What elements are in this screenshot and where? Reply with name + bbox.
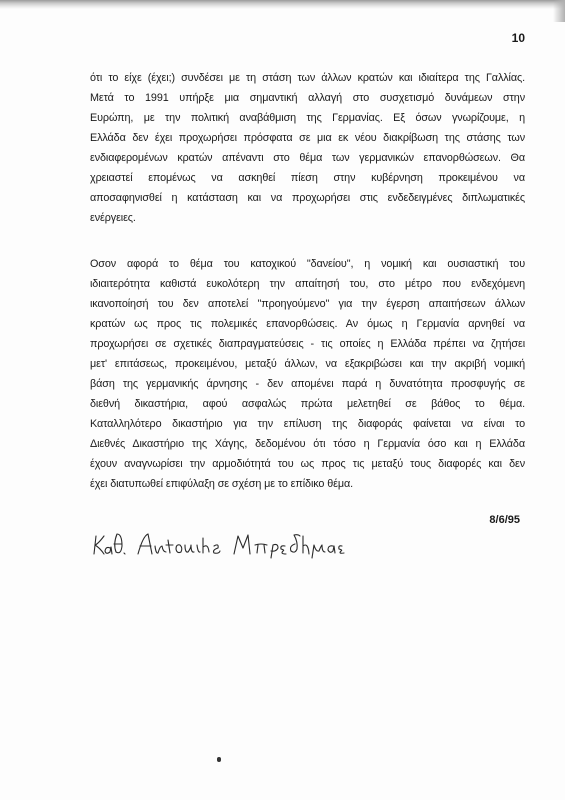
text-line: κρατών ως προς τις πολεμικές επανορθώσεις. Αν όμως η Γερμανία αρνηθεί να: [90, 318, 525, 330]
text-line: Μετά το 1991 υπήρξε μια σημαντική αλλαγή στο συσχετισμό δυνάμεων στην: [90, 92, 525, 104]
document-date: 8/6/95: [489, 514, 520, 526]
text-line: ικανοποίησή του δεν αποτελεί "προηγούμενο" για την έγερση απαιτήσεων άλλων: [90, 298, 525, 310]
handwritten-signature: [90, 524, 350, 564]
text-line: διεθνή δικαστήρια, αφού ασφαλώς πρώτα μελετηθεί σε βάθος το θέμα.: [90, 398, 525, 410]
text-line: Καταλληλότερο δικαστήριο για την επίλυση της διαφοράς φαίνεται να είναι το: [90, 418, 525, 430]
text-line: ενέργειες.: [90, 212, 136, 224]
text-line: βάση της γερμανικής άρνησης - δεν απομένει παρά η δυνατότητα προσφυγής σε: [90, 378, 525, 390]
text-line: έχει διατυπωθεί επιφύλαξη σε σχέση με το επίδικο θέμα.: [90, 478, 353, 490]
paragraph-2: [90, 254, 525, 494]
signature-image: [90, 524, 350, 564]
text-line: ιδιαιτερότητα καθιστά ευκολότερη την απαίτησή του, στο μέτρο που ενδεχόμενη: [90, 278, 525, 290]
text-line: Διεθνές Δικαστήριο της Χάγης, δεδομένου ότι τόσο η Γερμανία όσο και η Ελλάδα: [90, 438, 525, 450]
text-line: Ευρώπη, με την πολιτική αναβάθμιση της Γερμανίας. Εξ όσων γνωρίζουμε, η: [90, 112, 525, 124]
scan-top-edge: [0, 0, 565, 9]
text-line: ότι το είχε (έχει;) συνδέσει με τη στάση των άλλων κρατών και ιδιαίτερα της Γαλλίας.: [90, 72, 525, 84]
page-number: 10: [511, 31, 525, 45]
text-line: αποσαφηνισθεί η κατάσταση και να προχωρήσει στις ενδεδειγμένες διπλωματικές: [90, 192, 525, 204]
text-line: έχουν αναγνωρίσει την αρμοδιότητά του ως προς τις μεταξύ τους διαφορές και δεν: [90, 458, 525, 470]
scan-speck: [217, 757, 221, 762]
text-line: Οσον αφορά το θέμα του κατοχικού "δανείου", η νομική και ουσιαστική του: [90, 258, 525, 270]
text-line: χρειαστεί επομένως να ασκηθεί πίεση στην κυβέρνηση προκειμένου να: [90, 172, 525, 184]
text-line: μετ' επιτάσεως, προκειμένου, μεταξύ άλλων, να εξακριβώσει και την ακριβή νομική: [90, 358, 525, 370]
scan-corner-shadow: [553, 0, 565, 22]
text-line: προχωρήσει σε σχετικές διαπραγματεύσεις - τις οποίες η Ελλάδα πρέπει να ζητήσει: [90, 338, 525, 350]
text-line: Ελλάδα δεν έχει προχωρήσει πρόσφατα σε μια εκ νέου διακρίβωση της στάσης των: [90, 132, 525, 144]
paragraph-1: [90, 68, 525, 228]
text-line: ενδιαφερομένων κρατών απέναντι στο θέμα των γερμανικών επανορθώσεων. Θα: [90, 152, 525, 164]
